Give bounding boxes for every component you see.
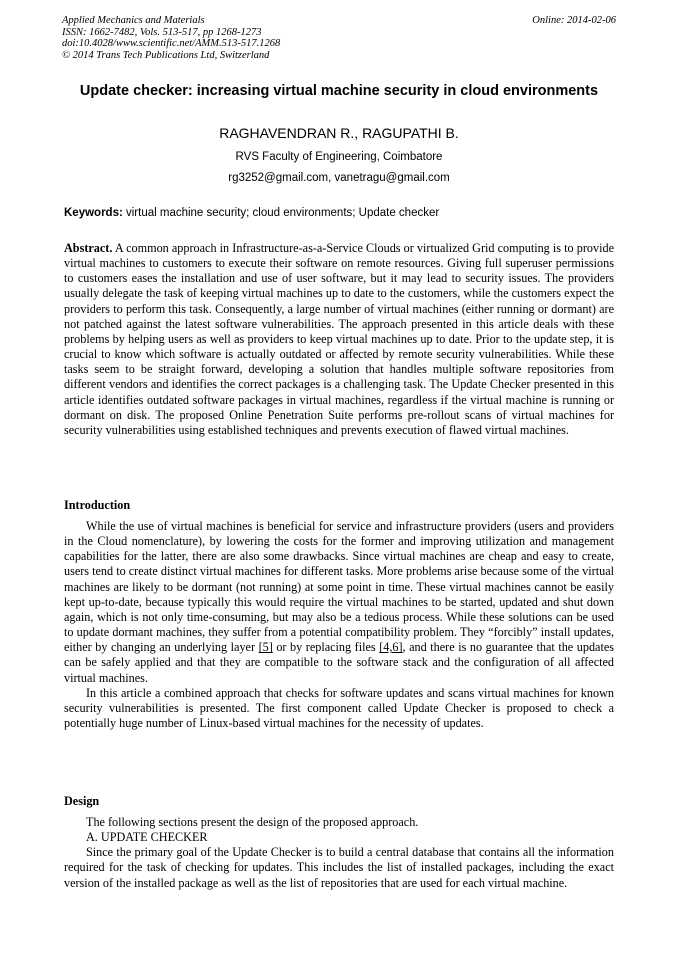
- abstract-text: A common approach in Infrastructure-as-a-Service Clouds or virtualized Grid computing is to provide virtual machines to customers to execute their software on remote resources. Giving full superuser permissions to customers eases the installation and use of user software, but it may lead to security issues. The providers usually delegate the task of keeping virtual machines up to date to the customers, while the customers expect the providers to perform this task. Consequently, a large number of virtual machines (either running or dormant) are not patched against the latest software vulnerabilities. The approach presented in this article deals with these problems by helping users as well as providers to keep virtual machines up to date. Prior to the update step, it is crucial to know which software is actually outdated or affected by remote security vulnerabilities. While these tasks seem to be straight forward, developing a solution that handles multiple software repositories from different vendors and identifies the correct packages is a challenging task. The Update Checker presented in this article identifies outdated software packages in virtual machines, regardless if the virtual machine is running or dormant on disk. The proposed Online Penetration Suite performs pre-rollout scans of virtual machines for security vulnerabilities using established techniques and prevents execution of flawed virtual machines.: [64, 241, 614, 437]
- online-date: Online: 2014-02-06: [532, 15, 616, 26]
- intro-text: While the use of virtual machines is beneficial for service and infrastructure providers (users and providers in the Cloud nomenclature), by lowering the costs for the former and improving utilization and management capabilities for the latter, there are also some drawbacks. Since virtual machines are cheap and easy to create, users tend to create distinct virtual machines for different tasks. More problems arise because some of the virtual machines are likely to be dormant (not running) at some point in time. These virtual machines cannot be easily kept up-to-date, because typically this would require the virtual machines to be started, updated and shut down again, which is not only time-consuming, but may also be a tedious process. While these solutions can be used to update dormant machines, they suffer from a potential compatibility problem. They “forcibly” install updates, either by changing an underlying layer: [64, 519, 614, 655]
- introduction-body: [64, 519, 614, 731]
- keywords-text: virtual machine security; cloud environments; Update checker: [122, 207, 440, 219]
- journal-name: Applied Mechanics and Materials: [62, 15, 205, 26]
- section-heading-introduction: Introduction: [64, 498, 131, 512]
- citation-link[interactable]: [4,6]: [379, 640, 403, 655]
- introduction-paragraph: In this article a combined approach that checks for software updates and scans virtual machines for known security vulnerabilities is presented. The first component called Update Checker is proposed to check a potentially huge number of Linux-based virtual machines for the necessity of updates.: [64, 685, 614, 731]
- author-emails: rg3252@gmail.com, vanetragu@gmail.com: [228, 172, 450, 184]
- abstract: [64, 241, 614, 438]
- keywords-label: Keywords:: [64, 207, 123, 219]
- intro-text: or by replacing files: [272, 640, 380, 655]
- abstract-label: Abstract.: [64, 241, 113, 255]
- subsection-heading: A. UPDATE CHECKER: [86, 830, 208, 845]
- citation-link[interactable]: [5]: [258, 640, 273, 655]
- paper-title: Update checker: increasing virtual machine security in cloud environments: [79, 83, 599, 99]
- keywords: [64, 207, 614, 219]
- section-heading-design: Design: [64, 794, 100, 808]
- issn-line: ISSN: 1662-7482, Vols. 513-517, pp 1268-1273: [62, 26, 262, 38]
- copyright-line: © 2014 Trans Tech Publications Ltd, Switzerland: [62, 49, 270, 61]
- doi-line: doi:10.4028/www.scientific.net/AMM.513-517.1268: [62, 38, 281, 49]
- journal-header: [62, 15, 616, 61]
- design-paragraph: Since the primary goal of the Update Checker is to build a central database that contains all the information required for the task of checking for updates. This includes the list of installed packages, including the exact version of the installed package as well as the list of repositories that are used for each virtual machine.: [64, 845, 614, 890]
- authors: RAGHAVENDRAN R., RAGUPATHI B.: [219, 125, 459, 141]
- intro-text: , and there is no guarantee that the updates can be safely applied and that they are compatible to the software stack and the configuration of all affected virtual machines.: [64, 640, 614, 685]
- design-paragraph: The following sections present the design of the proposed approach.: [86, 815, 419, 829]
- design-body: [64, 815, 614, 891]
- affiliation: RVS Faculty of Engineering, Coimbatore: [235, 151, 443, 163]
- introduction-paragraph: [64, 519, 614, 686]
